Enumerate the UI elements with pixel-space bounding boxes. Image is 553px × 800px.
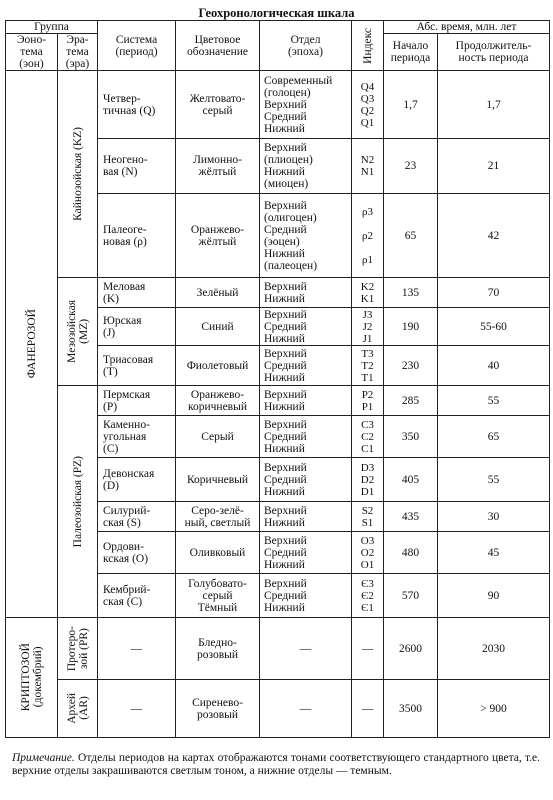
- department-cell: Современный (голоцен) Верхний Средний Нижний: [260, 71, 352, 139]
- color-cell: Оранжево- жёлтый: [176, 194, 260, 278]
- department-cell: Верхний Нижний: [260, 386, 352, 416]
- era-mz: Мезозойская (MZ): [65, 300, 90, 363]
- header-department: Отдел (эпоха): [260, 21, 352, 71]
- era-pr: Протеро- зой (PR): [65, 625, 90, 672]
- start-cell: 135: [384, 278, 438, 308]
- index-cell: ρ3 ρ2 ρ1: [352, 194, 384, 278]
- index-cell: P2 P1: [352, 386, 384, 416]
- color-cell: Коричневый: [176, 458, 260, 502]
- duration-cell: 55-60: [438, 308, 550, 346]
- department-cell: Верхний Средний Нижний: [260, 458, 352, 502]
- duration-cell: 30: [438, 502, 550, 532]
- color-cell: Голубовато- серый Тёмный: [176, 574, 260, 618]
- start-cell: 2600: [384, 618, 438, 680]
- era-ar-cell: [58, 680, 98, 738]
- start-cell: 190: [384, 308, 438, 346]
- department-cell: Верхний Средний Нижний: [260, 532, 352, 574]
- duration-cell: 90: [438, 574, 550, 618]
- department-cell: Верхний Средний Нижний: [260, 346, 352, 386]
- era-kz: Кайнозойская (KZ): [71, 127, 84, 221]
- header-group: Группа: [6, 21, 98, 34]
- color-cell: Оливковый: [176, 532, 260, 574]
- index-cell: —: [352, 618, 384, 680]
- era-pr-cell: [58, 618, 98, 680]
- footnote-text: Отделы периодов на картах отображаются тонами соответствующего стандартного цвета, т.е. верхние отделы закрашиваются светлым тоном, а нижние отделы — темным.: [12, 752, 540, 777]
- header-duration: Продолжитель- ность периода: [438, 34, 550, 71]
- header-system: Система (период): [98, 21, 176, 71]
- geochronological-table: [5, 20, 550, 738]
- index-cell: O3 O2 O1: [352, 532, 384, 574]
- header-index-cell: [352, 21, 384, 71]
- eon-phanerozoic-cell: [6, 71, 58, 618]
- start-cell: 480: [384, 532, 438, 574]
- system-cell: Каменно- угольная (C): [98, 416, 176, 458]
- color-cell: Серо-зелё- ный, светлый: [176, 502, 260, 532]
- department-cell: —: [260, 618, 352, 680]
- start-cell: 435: [384, 502, 438, 532]
- duration-cell: 45: [438, 532, 550, 574]
- index-cell: N2 N1: [352, 139, 384, 194]
- page-title: Геохронологическая шкала: [198, 6, 355, 20]
- index-cell: D3 D2 D1: [352, 458, 384, 502]
- start-cell: 285: [384, 386, 438, 416]
- start-cell: 405: [384, 458, 438, 502]
- index-cell: Q4 Q3 Q2 Q1: [352, 71, 384, 139]
- index-cell: C3 C2 C1: [352, 416, 384, 458]
- duration-cell: 2030: [438, 618, 550, 680]
- system-cell: Неогено- вая (N): [98, 139, 176, 194]
- color-cell: Сиренево- розовый: [176, 680, 260, 738]
- color-cell: Желтовато- серый: [176, 71, 260, 139]
- color-cell: Бледно- розовый: [176, 618, 260, 680]
- color-cell: Синий: [176, 308, 260, 346]
- era-mz-cell: [58, 278, 98, 386]
- color-cell: Фиолетовый: [176, 346, 260, 386]
- system-cell: Четвер- тичная (Q): [98, 71, 176, 139]
- header-eonotema: Эоно- тема (эон): [6, 34, 58, 71]
- system-cell: Юрская (J): [98, 308, 176, 346]
- table-row: [6, 680, 550, 738]
- index-cell: —: [352, 680, 384, 738]
- system-cell: —: [98, 618, 176, 680]
- start-cell: 65: [384, 194, 438, 278]
- footnote: [12, 752, 540, 778]
- department-cell: Верхний Средний Нижний: [260, 574, 352, 618]
- header-color: Цветовое обозначение: [176, 21, 260, 71]
- start-cell: 3500: [384, 680, 438, 738]
- duration-cell: 21: [438, 139, 550, 194]
- header-abs-time: Абс. время, млн. лет: [384, 21, 550, 34]
- table-row: [6, 618, 550, 680]
- era-kz-cell: [58, 71, 98, 278]
- table-row: [6, 71, 550, 139]
- duration-cell: 70: [438, 278, 550, 308]
- duration-cell: > 900: [438, 680, 550, 738]
- system-cell: Девонская (D): [98, 458, 176, 502]
- start-cell: 230: [384, 346, 438, 386]
- system-cell: Ордови- кская (O): [98, 532, 176, 574]
- system-cell: Пермская (P): [98, 386, 176, 416]
- era-pz-cell: [58, 386, 98, 618]
- index-cell: Є3 Є2 Є1: [352, 574, 384, 618]
- department-cell: —: [260, 680, 352, 738]
- duration-cell: 65: [438, 416, 550, 458]
- era-ar: Архей (AR): [65, 693, 90, 724]
- duration-cell: 55: [438, 386, 550, 416]
- color-cell: Зелёный: [176, 278, 260, 308]
- start-cell: 350: [384, 416, 438, 458]
- era-pz: Палеозойская (PZ): [71, 455, 84, 548]
- footnote-label: Примечание.: [12, 752, 75, 764]
- color-cell: Серый: [176, 416, 260, 458]
- header-eratema: Эра- тема (эра): [58, 34, 98, 71]
- color-cell: Лимонно- жёлтый: [176, 139, 260, 194]
- duration-cell: 40: [438, 346, 550, 386]
- index-cell: J3 J2 J1: [352, 308, 384, 346]
- table-row: [6, 386, 550, 416]
- color-cell: Оранжево- коричневый: [176, 386, 260, 416]
- department-cell: Верхний Средний Нижний: [260, 308, 352, 346]
- duration-cell: 1,7: [438, 71, 550, 139]
- start-cell: 570: [384, 574, 438, 618]
- department-cell: Верхний Нижний: [260, 278, 352, 308]
- duration-cell: 55: [438, 458, 550, 502]
- eon-phanerozoic: ФАНЕРОЗОЙ: [25, 309, 38, 379]
- department-cell: Верхний Средний Нижний: [260, 416, 352, 458]
- duration-cell: 42: [438, 194, 550, 278]
- index-cell: K2 K1: [352, 278, 384, 308]
- start-cell: 23: [384, 139, 438, 194]
- department-cell: Верхний (олигоцен) Средний (эоцен) Нижний (палеоцен): [260, 194, 352, 278]
- system-cell: Силурий- ская (S): [98, 502, 176, 532]
- system-cell: Кембрий- ская (C): [98, 574, 176, 618]
- eon-cryptozoic: КРИПТОЗОЙ (докембрий): [19, 643, 44, 712]
- department-cell: Верхний (плиоцен) Нижний (миоцен): [260, 139, 352, 194]
- header-start: Начало периода: [384, 34, 438, 71]
- index-cell: S2 S1: [352, 502, 384, 532]
- header-index: Индекс: [361, 27, 374, 64]
- system-cell: Триасовая (T): [98, 346, 176, 386]
- system-cell: Палеоге- новая (ρ): [98, 194, 176, 278]
- eon-cryptozoic-cell: [6, 618, 58, 738]
- department-cell: Верхний Нижний: [260, 502, 352, 532]
- index-cell: T3 T2 T1: [352, 346, 384, 386]
- system-cell: —: [98, 680, 176, 738]
- start-cell: 1,7: [384, 71, 438, 139]
- system-cell: Меловая (K): [98, 278, 176, 308]
- table-row: [6, 278, 550, 308]
